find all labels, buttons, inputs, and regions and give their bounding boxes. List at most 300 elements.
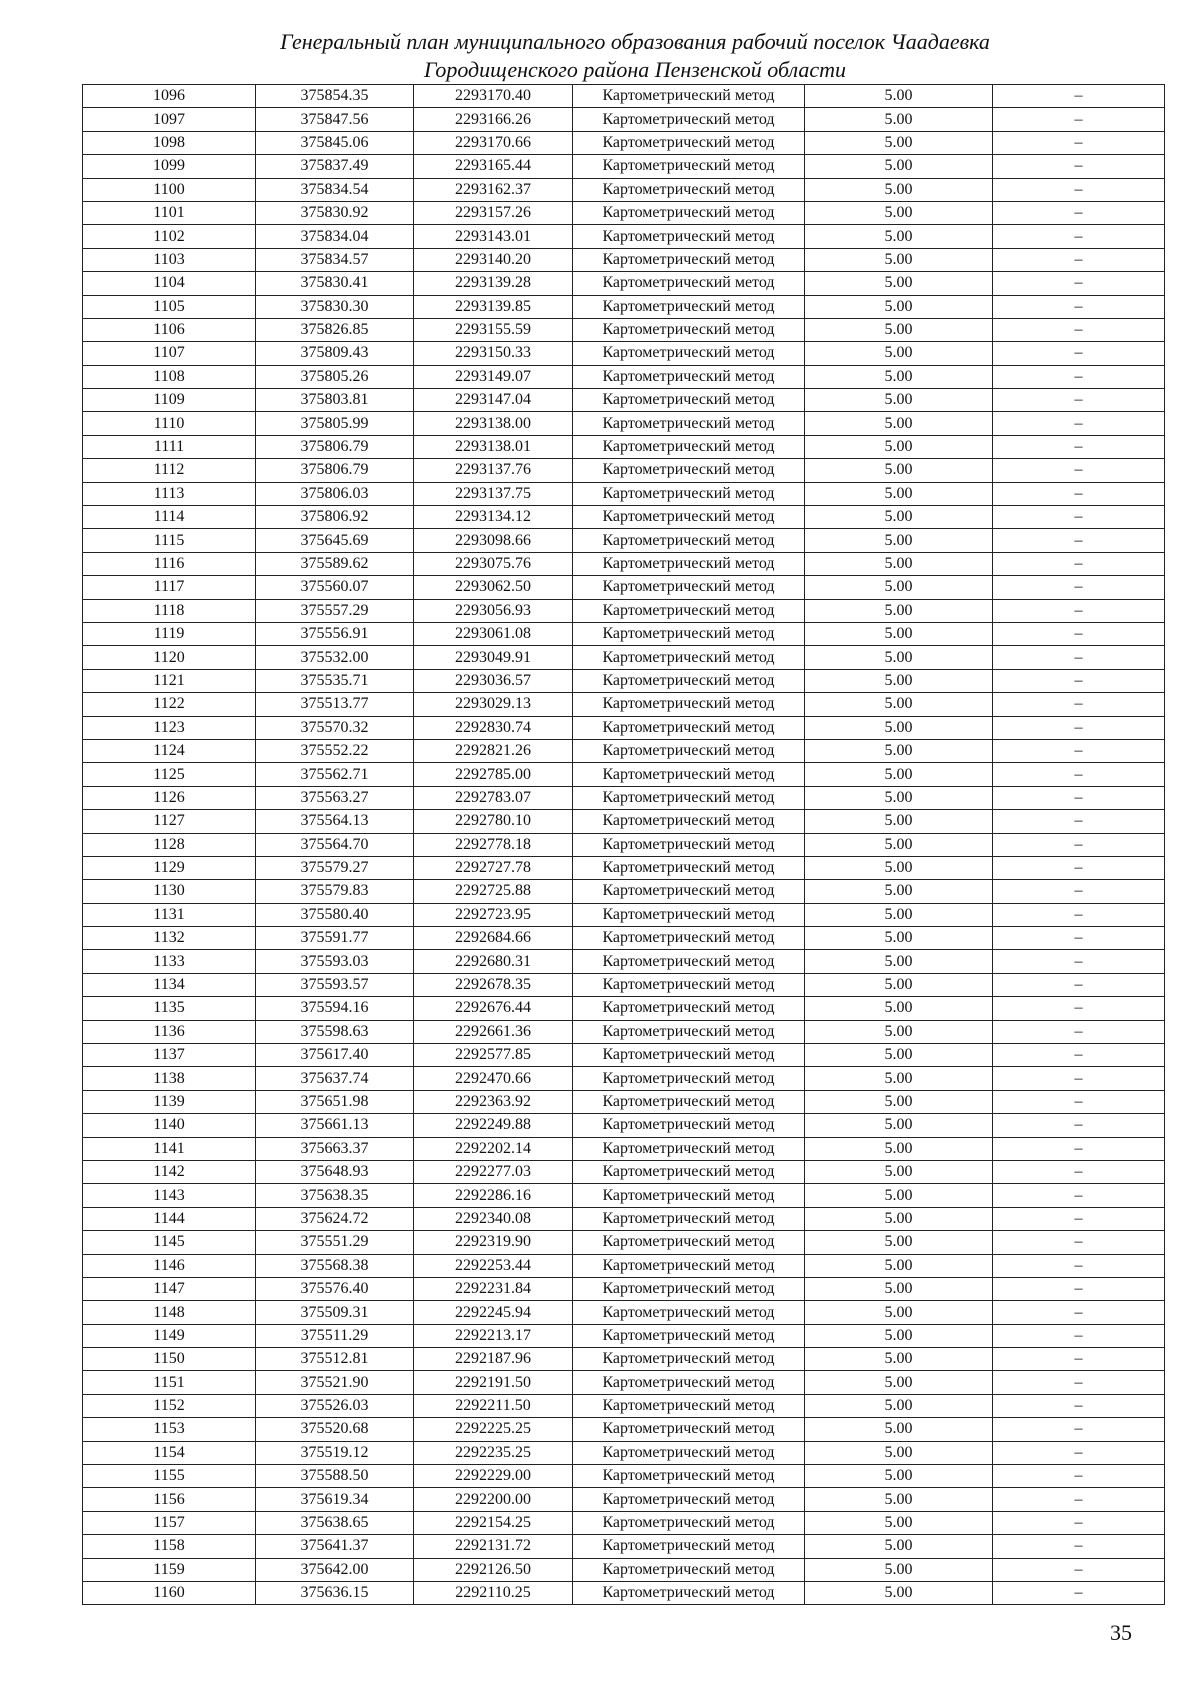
y-coordinate-cell: 2293165.44 bbox=[414, 155, 573, 178]
method-cell: Картометрический метод bbox=[573, 1558, 805, 1581]
point-number-cell: 1156 bbox=[83, 1488, 256, 1511]
point-number-cell: 1138 bbox=[83, 1067, 256, 1090]
x-coordinate-cell: 375642.00 bbox=[256, 1558, 414, 1581]
x-coordinate-cell: 375579.27 bbox=[256, 856, 414, 879]
table-row bbox=[83, 552, 1165, 575]
table-row bbox=[83, 108, 1165, 131]
description-cell: – bbox=[993, 318, 1165, 341]
y-coordinate-cell: 2293170.66 bbox=[414, 131, 573, 154]
x-coordinate-cell: 375519.12 bbox=[256, 1441, 414, 1464]
description-cell: – bbox=[993, 435, 1165, 458]
point-number-cell: 1151 bbox=[83, 1371, 256, 1394]
description-cell: – bbox=[993, 412, 1165, 435]
y-coordinate-cell: 2293062.50 bbox=[414, 576, 573, 599]
method-cell: Картометрический метод bbox=[573, 85, 805, 108]
coordinates-table bbox=[82, 84, 1165, 1605]
method-cell: Картометрический метод bbox=[573, 201, 805, 224]
method-cell: Картометрический метод bbox=[573, 576, 805, 599]
x-coordinate-cell: 375619.34 bbox=[256, 1488, 414, 1511]
description-cell: – bbox=[993, 248, 1165, 271]
precision-cell: 5.00 bbox=[805, 552, 993, 575]
y-coordinate-cell: 2292785.00 bbox=[414, 763, 573, 786]
method-cell: Картометрический метод bbox=[573, 1348, 805, 1371]
point-number-cell: 1112 bbox=[83, 459, 256, 482]
x-coordinate-cell: 375645.69 bbox=[256, 529, 414, 552]
y-coordinate-cell: 2292110.25 bbox=[414, 1582, 573, 1605]
description-cell: – bbox=[993, 272, 1165, 295]
method-cell: Картометрический метод bbox=[573, 1582, 805, 1605]
table-row bbox=[83, 295, 1165, 318]
description-cell: – bbox=[993, 693, 1165, 716]
precision-cell: 5.00 bbox=[805, 318, 993, 341]
method-cell: Картометрический метод bbox=[573, 997, 805, 1020]
precision-cell: 5.00 bbox=[805, 927, 993, 950]
description-cell: – bbox=[993, 576, 1165, 599]
method-cell: Картометрический метод bbox=[573, 880, 805, 903]
table-row bbox=[83, 1184, 1165, 1207]
point-number-cell: 1105 bbox=[83, 295, 256, 318]
precision-cell: 5.00 bbox=[805, 833, 993, 856]
point-number-cell: 1097 bbox=[83, 108, 256, 131]
method-cell: Картометрический метод bbox=[573, 295, 805, 318]
table-row bbox=[83, 1207, 1165, 1230]
precision-cell: 5.00 bbox=[805, 178, 993, 201]
description-cell: – bbox=[993, 178, 1165, 201]
description-cell: – bbox=[993, 880, 1165, 903]
y-coordinate-cell: 2292676.44 bbox=[414, 997, 573, 1020]
description-cell: – bbox=[993, 599, 1165, 622]
table-row bbox=[83, 365, 1165, 388]
point-number-cell: 1132 bbox=[83, 927, 256, 950]
method-cell: Картометрический метод bbox=[573, 950, 805, 973]
x-coordinate-cell: 375552.22 bbox=[256, 739, 414, 762]
point-number-cell: 1128 bbox=[83, 833, 256, 856]
y-coordinate-cell: 2293143.01 bbox=[414, 225, 573, 248]
point-number-cell: 1159 bbox=[83, 1558, 256, 1581]
point-number-cell: 1140 bbox=[83, 1114, 256, 1137]
precision-cell: 5.00 bbox=[805, 716, 993, 739]
x-coordinate-cell: 375564.13 bbox=[256, 810, 414, 833]
x-coordinate-cell: 375648.93 bbox=[256, 1160, 414, 1183]
method-cell: Картометрический метод bbox=[573, 1207, 805, 1230]
y-coordinate-cell: 2292727.78 bbox=[414, 856, 573, 879]
y-coordinate-cell: 2292213.17 bbox=[414, 1324, 573, 1347]
precision-cell: 5.00 bbox=[805, 622, 993, 645]
x-coordinate-cell: 375830.92 bbox=[256, 201, 414, 224]
y-coordinate-cell: 2293029.13 bbox=[414, 693, 573, 716]
x-coordinate-cell: 375560.07 bbox=[256, 576, 414, 599]
y-coordinate-cell: 2292363.92 bbox=[414, 1090, 573, 1113]
point-number-cell: 1125 bbox=[83, 763, 256, 786]
table-row bbox=[83, 693, 1165, 716]
precision-cell: 5.00 bbox=[805, 131, 993, 154]
point-number-cell: 1153 bbox=[83, 1418, 256, 1441]
table-row bbox=[83, 529, 1165, 552]
point-number-cell: 1129 bbox=[83, 856, 256, 879]
description-cell: – bbox=[993, 1348, 1165, 1371]
point-number-cell: 1124 bbox=[83, 739, 256, 762]
x-coordinate-cell: 375847.56 bbox=[256, 108, 414, 131]
table-row bbox=[83, 155, 1165, 178]
y-coordinate-cell: 2292253.44 bbox=[414, 1254, 573, 1277]
table-row bbox=[83, 1301, 1165, 1324]
precision-cell: 5.00 bbox=[805, 646, 993, 669]
method-cell: Картометрический метод bbox=[573, 318, 805, 341]
point-number-cell: 1109 bbox=[83, 389, 256, 412]
description-cell: – bbox=[993, 108, 1165, 131]
point-number-cell: 1158 bbox=[83, 1535, 256, 1558]
description-cell: – bbox=[993, 856, 1165, 879]
method-cell: Картометрический метод bbox=[573, 716, 805, 739]
method-cell: Картометрический метод bbox=[573, 1231, 805, 1254]
point-number-cell: 1106 bbox=[83, 318, 256, 341]
y-coordinate-cell: 2293134.12 bbox=[414, 506, 573, 529]
y-coordinate-cell: 2293061.08 bbox=[414, 622, 573, 645]
point-number-cell: 1126 bbox=[83, 786, 256, 809]
point-number-cell: 1131 bbox=[83, 903, 256, 926]
table-row bbox=[83, 1020, 1165, 1043]
method-cell: Картометрический метод bbox=[573, 1511, 805, 1534]
x-coordinate-cell: 375809.43 bbox=[256, 342, 414, 365]
method-cell: Картометрический метод bbox=[573, 599, 805, 622]
method-cell: Картометрический метод bbox=[573, 225, 805, 248]
table-row bbox=[83, 786, 1165, 809]
point-number-cell: 1103 bbox=[83, 248, 256, 271]
method-cell: Картометрический метод bbox=[573, 833, 805, 856]
point-number-cell: 1119 bbox=[83, 622, 256, 645]
y-coordinate-cell: 2293075.76 bbox=[414, 552, 573, 575]
description-cell: – bbox=[993, 1277, 1165, 1300]
x-coordinate-cell: 375834.54 bbox=[256, 178, 414, 201]
table-row bbox=[83, 1231, 1165, 1254]
description-cell: – bbox=[993, 1254, 1165, 1277]
point-number-cell: 1147 bbox=[83, 1277, 256, 1300]
table-row bbox=[83, 1044, 1165, 1067]
point-number-cell: 1142 bbox=[83, 1160, 256, 1183]
table-row bbox=[83, 1441, 1165, 1464]
x-coordinate-cell: 375598.63 bbox=[256, 1020, 414, 1043]
table-row bbox=[83, 435, 1165, 458]
table-row bbox=[83, 201, 1165, 224]
table-row bbox=[83, 599, 1165, 622]
precision-cell: 5.00 bbox=[805, 739, 993, 762]
precision-cell: 5.00 bbox=[805, 669, 993, 692]
y-coordinate-cell: 2292277.03 bbox=[414, 1160, 573, 1183]
precision-cell: 5.00 bbox=[805, 529, 993, 552]
x-coordinate-cell: 375845.06 bbox=[256, 131, 414, 154]
method-cell: Картометрический метод bbox=[573, 1324, 805, 1347]
table-row bbox=[83, 1535, 1165, 1558]
point-number-cell: 1111 bbox=[83, 435, 256, 458]
y-coordinate-cell: 2293149.07 bbox=[414, 365, 573, 388]
method-cell: Картометрический метод bbox=[573, 622, 805, 645]
method-cell: Картометрический метод bbox=[573, 1184, 805, 1207]
description-cell: – bbox=[993, 973, 1165, 996]
x-coordinate-cell: 375806.79 bbox=[256, 435, 414, 458]
description-cell: – bbox=[993, 1394, 1165, 1417]
y-coordinate-cell: 2293138.01 bbox=[414, 435, 573, 458]
description-cell: – bbox=[993, 506, 1165, 529]
point-number-cell: 1154 bbox=[83, 1441, 256, 1464]
description-cell: – bbox=[993, 1441, 1165, 1464]
description-cell: – bbox=[993, 1067, 1165, 1090]
y-coordinate-cell: 2293049.91 bbox=[414, 646, 573, 669]
y-coordinate-cell: 2292235.25 bbox=[414, 1441, 573, 1464]
table-row bbox=[83, 646, 1165, 669]
y-coordinate-cell: 2292821.26 bbox=[414, 739, 573, 762]
method-cell: Картометрический метод bbox=[573, 1535, 805, 1558]
coordinates-table-body bbox=[83, 85, 1165, 1605]
method-cell: Картометрический метод bbox=[573, 856, 805, 879]
x-coordinate-cell: 375834.57 bbox=[256, 248, 414, 271]
x-coordinate-cell: 375511.29 bbox=[256, 1324, 414, 1347]
point-number-cell: 1099 bbox=[83, 155, 256, 178]
precision-cell: 5.00 bbox=[805, 389, 993, 412]
precision-cell: 5.00 bbox=[805, 1044, 993, 1067]
y-coordinate-cell: 2292202.14 bbox=[414, 1137, 573, 1160]
description-cell: – bbox=[993, 1558, 1165, 1581]
point-number-cell: 1117 bbox=[83, 576, 256, 599]
y-coordinate-cell: 2293137.75 bbox=[414, 482, 573, 505]
x-coordinate-cell: 375576.40 bbox=[256, 1277, 414, 1300]
precision-cell: 5.00 bbox=[805, 1020, 993, 1043]
x-coordinate-cell: 375589.62 bbox=[256, 552, 414, 575]
method-cell: Картометрический метод bbox=[573, 389, 805, 412]
x-coordinate-cell: 375557.29 bbox=[256, 599, 414, 622]
description-cell: – bbox=[993, 810, 1165, 833]
table-row bbox=[83, 178, 1165, 201]
precision-cell: 5.00 bbox=[805, 997, 993, 1020]
point-number-cell: 1107 bbox=[83, 342, 256, 365]
point-number-cell: 1137 bbox=[83, 1044, 256, 1067]
method-cell: Картометрический метод bbox=[573, 1020, 805, 1043]
y-coordinate-cell: 2293157.26 bbox=[414, 201, 573, 224]
precision-cell: 5.00 bbox=[805, 1324, 993, 1347]
precision-cell: 5.00 bbox=[805, 108, 993, 131]
description-cell: – bbox=[993, 1184, 1165, 1207]
x-coordinate-cell: 375806.79 bbox=[256, 459, 414, 482]
table-row bbox=[83, 1418, 1165, 1441]
point-number-cell: 1114 bbox=[83, 506, 256, 529]
table-row bbox=[83, 342, 1165, 365]
description-cell: – bbox=[993, 669, 1165, 692]
x-coordinate-cell: 375624.72 bbox=[256, 1207, 414, 1230]
y-coordinate-cell: 2292680.31 bbox=[414, 950, 573, 973]
precision-cell: 5.00 bbox=[805, 693, 993, 716]
method-cell: Картометрический метод bbox=[573, 763, 805, 786]
precision-cell: 5.00 bbox=[805, 880, 993, 903]
description-cell: – bbox=[993, 716, 1165, 739]
table-row bbox=[83, 1488, 1165, 1511]
description-cell: – bbox=[993, 1090, 1165, 1113]
method-cell: Картометрический метод bbox=[573, 739, 805, 762]
precision-cell: 5.00 bbox=[805, 85, 993, 108]
table-row bbox=[83, 1277, 1165, 1300]
description-cell: – bbox=[993, 295, 1165, 318]
y-coordinate-cell: 2292154.25 bbox=[414, 1511, 573, 1534]
description-cell: – bbox=[993, 739, 1165, 762]
point-number-cell: 1113 bbox=[83, 482, 256, 505]
x-coordinate-cell: 375617.40 bbox=[256, 1044, 414, 1067]
table-row bbox=[83, 1371, 1165, 1394]
table-row bbox=[83, 225, 1165, 248]
y-coordinate-cell: 2293098.66 bbox=[414, 529, 573, 552]
precision-cell: 5.00 bbox=[805, 1160, 993, 1183]
precision-cell: 5.00 bbox=[805, 950, 993, 973]
table-row bbox=[83, 950, 1165, 973]
table-row bbox=[83, 412, 1165, 435]
method-cell: Картометрический метод bbox=[573, 552, 805, 575]
point-number-cell: 1155 bbox=[83, 1465, 256, 1488]
point-number-cell: 1139 bbox=[83, 1090, 256, 1113]
point-number-cell: 1121 bbox=[83, 669, 256, 692]
method-cell: Картометрический метод bbox=[573, 178, 805, 201]
point-number-cell: 1150 bbox=[83, 1348, 256, 1371]
point-number-cell: 1136 bbox=[83, 1020, 256, 1043]
description-cell: – bbox=[993, 155, 1165, 178]
description-cell: – bbox=[993, 927, 1165, 950]
description-cell: – bbox=[993, 482, 1165, 505]
description-cell: – bbox=[993, 131, 1165, 154]
y-coordinate-cell: 2292229.00 bbox=[414, 1465, 573, 1488]
table-row bbox=[83, 763, 1165, 786]
description-cell: – bbox=[993, 1020, 1165, 1043]
precision-cell: 5.00 bbox=[805, 1465, 993, 1488]
table-row bbox=[83, 973, 1165, 996]
description-cell: – bbox=[993, 529, 1165, 552]
point-number-cell: 1160 bbox=[83, 1582, 256, 1605]
table-row bbox=[83, 810, 1165, 833]
method-cell: Картометрический метод bbox=[573, 810, 805, 833]
precision-cell: 5.00 bbox=[805, 1301, 993, 1324]
point-number-cell: 1096 bbox=[83, 85, 256, 108]
y-coordinate-cell: 2293139.85 bbox=[414, 295, 573, 318]
x-coordinate-cell: 375805.99 bbox=[256, 412, 414, 435]
precision-cell: 5.00 bbox=[805, 201, 993, 224]
precision-cell: 5.00 bbox=[805, 786, 993, 809]
method-cell: Картометрический метод bbox=[573, 1137, 805, 1160]
precision-cell: 5.00 bbox=[805, 225, 993, 248]
x-coordinate-cell: 375593.57 bbox=[256, 973, 414, 996]
x-coordinate-cell: 375806.03 bbox=[256, 482, 414, 505]
point-number-cell: 1152 bbox=[83, 1394, 256, 1417]
method-cell: Картометрический метод bbox=[573, 1067, 805, 1090]
description-cell: – bbox=[993, 763, 1165, 786]
precision-cell: 5.00 bbox=[805, 1184, 993, 1207]
y-coordinate-cell: 2292131.72 bbox=[414, 1535, 573, 1558]
method-cell: Картометрический метод bbox=[573, 1371, 805, 1394]
y-coordinate-cell: 2292723.95 bbox=[414, 903, 573, 926]
x-coordinate-cell: 375556.91 bbox=[256, 622, 414, 645]
point-number-cell: 1127 bbox=[83, 810, 256, 833]
description-cell: – bbox=[993, 389, 1165, 412]
point-number-cell: 1098 bbox=[83, 131, 256, 154]
x-coordinate-cell: 375834.04 bbox=[256, 225, 414, 248]
description-cell: – bbox=[993, 201, 1165, 224]
x-coordinate-cell: 375594.16 bbox=[256, 997, 414, 1020]
x-coordinate-cell: 375535.71 bbox=[256, 669, 414, 692]
method-cell: Картометрический метод bbox=[573, 1044, 805, 1067]
point-number-cell: 1122 bbox=[83, 693, 256, 716]
y-coordinate-cell: 2293036.57 bbox=[414, 669, 573, 692]
y-coordinate-cell: 2293056.93 bbox=[414, 599, 573, 622]
x-coordinate-cell: 375651.98 bbox=[256, 1090, 414, 1113]
point-number-cell: 1148 bbox=[83, 1301, 256, 1324]
description-cell: – bbox=[993, 552, 1165, 575]
precision-cell: 5.00 bbox=[805, 1277, 993, 1300]
description-cell: – bbox=[993, 950, 1165, 973]
method-cell: Картометрический метод bbox=[573, 131, 805, 154]
point-number-cell: 1141 bbox=[83, 1137, 256, 1160]
precision-cell: 5.00 bbox=[805, 365, 993, 388]
y-coordinate-cell: 2292225.25 bbox=[414, 1418, 573, 1441]
description-cell: – bbox=[993, 459, 1165, 482]
precision-cell: 5.00 bbox=[805, 903, 993, 926]
method-cell: Картометрический метод bbox=[573, 1254, 805, 1277]
description-cell: – bbox=[993, 1114, 1165, 1137]
x-coordinate-cell: 375512.81 bbox=[256, 1348, 414, 1371]
precision-cell: 5.00 bbox=[805, 810, 993, 833]
method-cell: Картометрический метод bbox=[573, 646, 805, 669]
x-coordinate-cell: 375562.71 bbox=[256, 763, 414, 786]
point-number-cell: 1145 bbox=[83, 1231, 256, 1254]
page-number: 35 bbox=[1110, 1620, 1132, 1645]
method-cell: Картометрический метод bbox=[573, 529, 805, 552]
method-cell: Картометрический метод bbox=[573, 435, 805, 458]
precision-cell: 5.00 bbox=[805, 459, 993, 482]
table-row bbox=[83, 506, 1165, 529]
precision-cell: 5.00 bbox=[805, 1114, 993, 1137]
y-coordinate-cell: 2292780.10 bbox=[414, 810, 573, 833]
table-row bbox=[83, 459, 1165, 482]
x-coordinate-cell: 375579.83 bbox=[256, 880, 414, 903]
method-cell: Картометрический метод bbox=[573, 1441, 805, 1464]
precision-cell: 5.00 bbox=[805, 506, 993, 529]
table-row bbox=[83, 576, 1165, 599]
precision-cell: 5.00 bbox=[805, 1488, 993, 1511]
x-coordinate-cell: 375551.29 bbox=[256, 1231, 414, 1254]
x-coordinate-cell: 375593.03 bbox=[256, 950, 414, 973]
method-cell: Картометрический метод bbox=[573, 973, 805, 996]
method-cell: Картометрический метод bbox=[573, 248, 805, 271]
y-coordinate-cell: 2293137.76 bbox=[414, 459, 573, 482]
table-row bbox=[83, 1324, 1165, 1347]
method-cell: Картометрический метод bbox=[573, 903, 805, 926]
x-coordinate-cell: 375564.70 bbox=[256, 833, 414, 856]
table-row bbox=[83, 1394, 1165, 1417]
x-coordinate-cell: 375588.50 bbox=[256, 1465, 414, 1488]
x-coordinate-cell: 375532.00 bbox=[256, 646, 414, 669]
precision-cell: 5.00 bbox=[805, 763, 993, 786]
description-cell: – bbox=[993, 622, 1165, 645]
y-coordinate-cell: 2292684.66 bbox=[414, 927, 573, 950]
description-cell: – bbox=[993, 1231, 1165, 1254]
y-coordinate-cell: 2292231.84 bbox=[414, 1277, 573, 1300]
description-cell: – bbox=[993, 1511, 1165, 1534]
y-coordinate-cell: 2292678.35 bbox=[414, 973, 573, 996]
table-row bbox=[83, 1137, 1165, 1160]
y-coordinate-cell: 2292245.94 bbox=[414, 1301, 573, 1324]
x-coordinate-cell: 375513.77 bbox=[256, 693, 414, 716]
y-coordinate-cell: 2293150.33 bbox=[414, 342, 573, 365]
point-number-cell: 1149 bbox=[83, 1324, 256, 1347]
x-coordinate-cell: 375570.32 bbox=[256, 716, 414, 739]
x-coordinate-cell: 375826.85 bbox=[256, 318, 414, 341]
point-number-cell: 1110 bbox=[83, 412, 256, 435]
precision-cell: 5.00 bbox=[805, 272, 993, 295]
y-coordinate-cell: 2293138.00 bbox=[414, 412, 573, 435]
x-coordinate-cell: 375636.15 bbox=[256, 1582, 414, 1605]
